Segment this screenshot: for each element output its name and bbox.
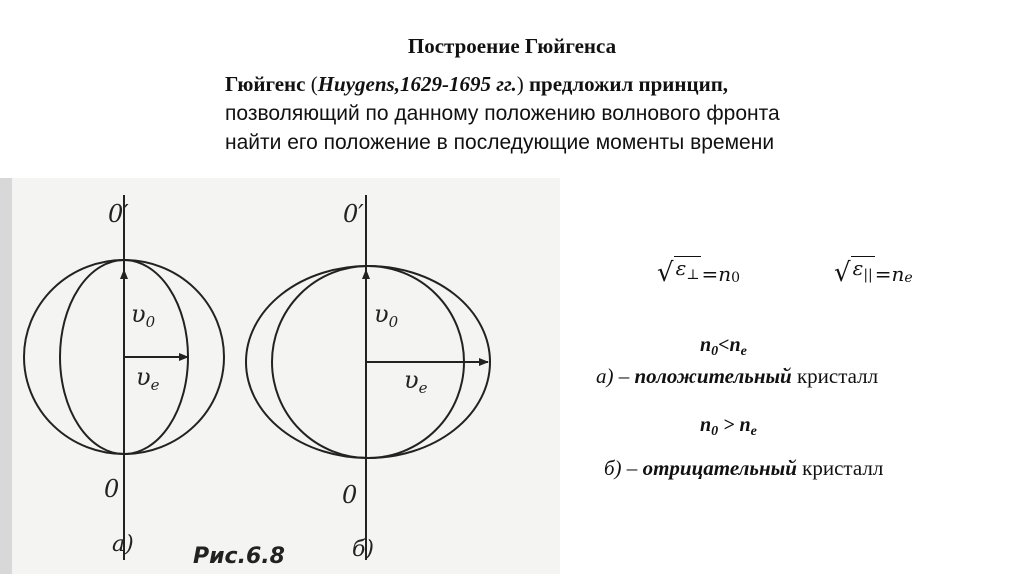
formula-eps-perp: √ $\varepsilon_\perp$ = n 0 — [657, 256, 741, 288]
intro-latin: Huygens,1629-1695 гг. — [317, 72, 517, 96]
intro-text — [225, 70, 780, 157]
intro-line-2: позволяющий по данному положению волнового фронта — [225, 102, 780, 125]
axis-top-label-b: 0′ — [343, 200, 364, 228]
intro-line-3: найти его положение в последующие моменты времени — [225, 131, 775, 154]
intro-verb: предложил принцип, — [523, 72, 729, 96]
desc-negative: б) – отрицательный кристалл — [604, 456, 884, 480]
axis-bottom-label-b: 0 — [342, 481, 358, 509]
desc-positive: а) – положительный кристалл — [596, 364, 879, 388]
scan-background — [0, 178, 560, 574]
ve-label-a: $\upsilon_e$ — [136, 363, 160, 394]
intro-name: Гюйгенс — [225, 72, 306, 96]
figure-label-b: б) — [352, 537, 375, 562]
huygens-figure — [0, 170, 560, 574]
v0-label-b: $\upsilon_0$ — [374, 300, 399, 331]
formula-eps-par: √ $\varepsilon_{||}$ = n e — [834, 256, 913, 288]
figure-caption: Рис.6.8 — [193, 544, 285, 569]
intro-paren-close: ) — [516, 72, 524, 96]
v0-label-a: $\upsilon_0$ — [131, 300, 156, 331]
intro-paren-open: ( — [305, 72, 318, 96]
ve-label-b: $\upsilon_e$ — [404, 366, 428, 397]
condition-positive: $n_0<n_e$ — [700, 334, 747, 359]
condition-negative: $n_0 > n_e$ — [700, 414, 757, 439]
axis-bottom-label-a: 0 — [104, 475, 120, 503]
axis-top-label-a: 0′ — [108, 200, 129, 228]
slide-title: Построение Гюйгенса — [407, 34, 617, 58]
sqrt-sign: √ $\varepsilon_{||}$ — [834, 256, 873, 288]
figure-label-a: а) — [112, 532, 134, 557]
intro-line-1 — [225, 70, 780, 99]
sqrt-sign: √ $\varepsilon_\perp$ — [657, 256, 700, 288]
